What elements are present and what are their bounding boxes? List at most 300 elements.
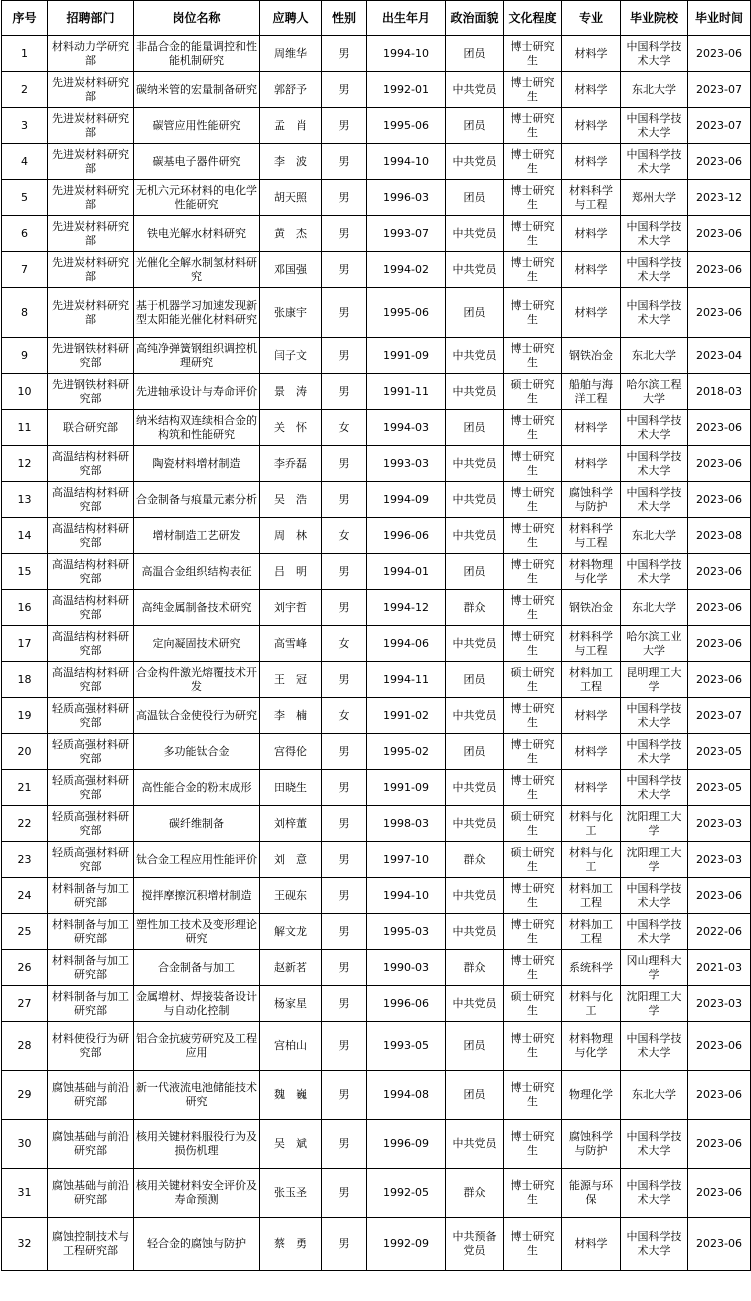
cell-political: 中共党员 [446,144,504,180]
cell-gender: 男 [322,590,367,626]
cell-department: 材料制备与加工研究部 [48,950,134,986]
cell-school: 中国科学技术大学 [621,446,688,482]
table-row [2,374,751,410]
cell-education: 博士研究生 [504,216,562,252]
cell-birth: 1995-03 [367,914,446,950]
cell-major: 材料加工工程 [562,878,621,914]
cell-index: 12 [2,446,48,482]
cell-education: 博士研究生 [504,180,562,216]
header-political: 政治面貌 [446,1,504,36]
cell-applicant: 黄 杰 [260,216,322,252]
cell-index: 21 [2,770,48,806]
cell-education: 博士研究生 [504,1120,562,1169]
cell-applicant: 魏 巍 [260,1071,322,1120]
cell-position: 多功能钛合金 [134,734,260,770]
cell-school: 中国科学技术大学 [621,1022,688,1071]
cell-political: 中共党员 [446,770,504,806]
cell-applicant: 刘梓董 [260,806,322,842]
table-row [2,950,751,986]
cell-graduation: 2023-03 [688,806,751,842]
cell-birth: 1990-03 [367,950,446,986]
cell-birth: 1997-10 [367,842,446,878]
cell-department: 材料制备与加工研究部 [48,878,134,914]
table-body [2,36,751,1271]
cell-position: 定向凝固技术研究 [134,626,260,662]
cell-school: 中国科学技术大学 [621,410,688,446]
cell-department: 先进炭材料研究部 [48,144,134,180]
cell-index: 3 [2,108,48,144]
cell-department: 高温结构材料研究部 [48,554,134,590]
cell-applicant: 刘 意 [260,842,322,878]
table-row [2,410,751,446]
cell-department: 材料制备与加工研究部 [48,914,134,950]
cell-major: 材料学 [562,144,621,180]
cell-education: 博士研究生 [504,1022,562,1071]
cell-graduation: 2018-03 [688,374,751,410]
cell-index: 26 [2,950,48,986]
cell-applicant: 景 涛 [260,374,322,410]
cell-graduation: 2023-03 [688,842,751,878]
cell-major: 材料学 [562,36,621,72]
cell-position: 陶瓷材料增材制造 [134,446,260,482]
cell-department: 先进炭材料研究部 [48,72,134,108]
cell-applicant: 周维华 [260,36,322,72]
cell-school: 中国科学技术大学 [621,36,688,72]
cell-birth: 1991-09 [367,770,446,806]
cell-graduation: 2023-07 [688,698,751,734]
cell-birth: 1993-05 [367,1022,446,1071]
cell-graduation: 2023-07 [688,108,751,144]
table-row [2,72,751,108]
cell-index: 24 [2,878,48,914]
cell-birth: 1995-06 [367,288,446,338]
cell-applicant: 胡天照 [260,180,322,216]
cell-gender: 男 [322,72,367,108]
cell-political: 中共党员 [446,338,504,374]
cell-gender: 男 [322,216,367,252]
table-row [2,482,751,518]
cell-major: 能源与环保 [562,1169,621,1218]
cell-index: 19 [2,698,48,734]
cell-graduation: 2023-06 [688,144,751,180]
cell-political: 中共党员 [446,72,504,108]
cell-graduation: 2023-06 [688,590,751,626]
cell-political: 团员 [446,662,504,698]
cell-birth: 1996-06 [367,518,446,554]
cell-birth: 1993-03 [367,446,446,482]
cell-position: 核用关键材料安全评价及寿命预测 [134,1169,260,1218]
cell-department: 材料动力学研究部 [48,36,134,72]
cell-graduation: 2023-05 [688,734,751,770]
cell-gender: 男 [322,554,367,590]
cell-gender: 女 [322,518,367,554]
cell-graduation: 2023-04 [688,338,751,374]
cell-department: 先进钢铁材料研究部 [48,338,134,374]
cell-gender: 男 [322,252,367,288]
cell-position: 光催化全解水制氢材料研究 [134,252,260,288]
cell-major: 材料物理与化学 [562,1022,621,1071]
cell-birth: 1994-12 [367,590,446,626]
cell-gender: 男 [322,878,367,914]
cell-education: 硕士研究生 [504,374,562,410]
cell-school: 中国科学技术大学 [621,1120,688,1169]
cell-graduation: 2023-06 [688,216,751,252]
cell-position: 高纯净弹簧钢组织调控机理研究 [134,338,260,374]
cell-gender: 女 [322,626,367,662]
cell-major: 材料学 [562,252,621,288]
cell-political: 中共党员 [446,698,504,734]
table-row [2,698,751,734]
cell-index: 15 [2,554,48,590]
table-row [2,180,751,216]
cell-department: 腐蚀基础与前沿研究部 [48,1120,134,1169]
cell-political: 中共党员 [446,446,504,482]
cell-major: 材料学 [562,734,621,770]
cell-school: 东北大学 [621,1071,688,1120]
cell-position: 基于机器学习加速发现新型太阳能光催化材料研究 [134,288,260,338]
table-row [2,288,751,338]
cell-position: 增材制造工艺研发 [134,518,260,554]
cell-education: 博士研究生 [504,1169,562,1218]
cell-position: 高纯金属制备技术研究 [134,590,260,626]
applicant-table [1,0,751,1271]
table-row [2,518,751,554]
table-row [2,338,751,374]
cell-gender: 男 [322,1120,367,1169]
cell-birth: 1991-11 [367,374,446,410]
cell-school: 沈阳理工大学 [621,806,688,842]
cell-department: 先进钢铁材料研究部 [48,374,134,410]
cell-graduation: 2023-06 [688,626,751,662]
cell-index: 17 [2,626,48,662]
cell-gender: 男 [322,734,367,770]
cell-birth: 1992-01 [367,72,446,108]
cell-political: 团员 [446,288,504,338]
cell-major: 材料与化工 [562,806,621,842]
cell-index: 13 [2,482,48,518]
cell-department: 轻质高强材料研究部 [48,842,134,878]
cell-school: 中国科学技术大学 [621,108,688,144]
cell-position: 钛合金工程应用性能评价 [134,842,260,878]
cell-applicant: 吴 斌 [260,1120,322,1169]
cell-school: 中国科学技术大学 [621,734,688,770]
cell-position: 碳管应用性能研究 [134,108,260,144]
cell-applicant: 宫柏山 [260,1022,322,1071]
cell-birth: 1995-06 [367,108,446,144]
cell-major: 腐蚀科学与防护 [562,482,621,518]
cell-position: 高性能合金的粉末成形 [134,770,260,806]
cell-birth: 1991-09 [367,338,446,374]
cell-applicant: 赵新茗 [260,950,322,986]
cell-major: 船舶与海洋工程 [562,374,621,410]
cell-major: 腐蚀科学与防护 [562,1120,621,1169]
cell-education: 博士研究生 [504,734,562,770]
header-major: 专业 [562,1,621,36]
cell-major: 材料科学与工程 [562,626,621,662]
header-applicant: 应聘人 [260,1,322,36]
table-row [2,1169,751,1218]
header-row [2,1,751,36]
cell-school: 郑州大学 [621,180,688,216]
cell-political: 中共党员 [446,482,504,518]
cell-school: 中国科学技术大学 [621,482,688,518]
cell-applicant: 吴 浩 [260,482,322,518]
cell-applicant: 宫得伦 [260,734,322,770]
cell-school: 中国科学技术大学 [621,1218,688,1271]
cell-graduation: 2023-06 [688,1120,751,1169]
cell-political: 团员 [446,108,504,144]
header-education: 文化程度 [504,1,562,36]
cell-birth: 1994-03 [367,410,446,446]
cell-gender: 男 [322,482,367,518]
cell-index: 4 [2,144,48,180]
cell-major: 材料学 [562,698,621,734]
cell-department: 先进炭材料研究部 [48,288,134,338]
cell-major: 材料与化工 [562,986,621,1022]
cell-applicant: 吕 明 [260,554,322,590]
table-row [2,1071,751,1120]
cell-school: 中国科学技术大学 [621,252,688,288]
table-row [2,216,751,252]
table-row [2,914,751,950]
cell-school: 哈尔滨工业大学 [621,626,688,662]
cell-index: 9 [2,338,48,374]
cell-major: 材料学 [562,288,621,338]
cell-political: 中共党员 [446,374,504,410]
table-row [2,108,751,144]
cell-applicant: 解文龙 [260,914,322,950]
cell-school: 中国科学技术大学 [621,288,688,338]
cell-gender: 男 [322,144,367,180]
cell-school: 沈阳理工大学 [621,842,688,878]
cell-political: 群众 [446,842,504,878]
cell-index: 14 [2,518,48,554]
cell-birth: 1994-10 [367,36,446,72]
table-row [2,878,751,914]
header-position: 岗位名称 [134,1,260,36]
cell-major: 材料学 [562,410,621,446]
cell-political: 中共预备党员 [446,1218,504,1271]
cell-graduation: 2023-06 [688,36,751,72]
cell-department: 高温结构材料研究部 [48,482,134,518]
cell-education: 硕士研究生 [504,806,562,842]
cell-department: 腐蚀基础与前沿研究部 [48,1169,134,1218]
cell-applicant: 周 林 [260,518,322,554]
cell-index: 16 [2,590,48,626]
cell-applicant: 邓国强 [260,252,322,288]
cell-index: 1 [2,36,48,72]
cell-school: 中国科学技术大学 [621,878,688,914]
table-row [2,1022,751,1071]
cell-department: 材料制备与加工研究部 [48,986,134,1022]
cell-graduation: 2023-06 [688,252,751,288]
cell-birth: 1996-09 [367,1120,446,1169]
cell-graduation: 2021-03 [688,950,751,986]
cell-political: 团员 [446,180,504,216]
cell-school: 中国科学技术大学 [621,770,688,806]
cell-department: 高温结构材料研究部 [48,518,134,554]
cell-applicant: 高雪峰 [260,626,322,662]
cell-department: 轻质高强材料研究部 [48,698,134,734]
cell-birth: 1994-11 [367,662,446,698]
cell-position: 铝合金抗疲劳研究及工程应用 [134,1022,260,1071]
cell-gender: 男 [322,1071,367,1120]
cell-education: 博士研究生 [504,914,562,950]
cell-gender: 男 [322,950,367,986]
header-index: 序号 [2,1,48,36]
cell-department: 高温结构材料研究部 [48,590,134,626]
header-school: 毕业院校 [621,1,688,36]
cell-birth: 1992-05 [367,1169,446,1218]
cell-applicant: 孟 肖 [260,108,322,144]
cell-school: 沈阳理工大学 [621,986,688,1022]
cell-position: 合金制备与加工 [134,950,260,986]
cell-applicant: 李 波 [260,144,322,180]
cell-major: 材料学 [562,770,621,806]
cell-graduation: 2023-06 [688,1169,751,1218]
cell-applicant: 关 怀 [260,410,322,446]
cell-position: 轻合金的腐蚀与防护 [134,1218,260,1271]
cell-index: 22 [2,806,48,842]
cell-political: 团员 [446,36,504,72]
cell-major: 材料与化工 [562,842,621,878]
cell-gender: 男 [322,914,367,950]
cell-education: 博士研究生 [504,950,562,986]
cell-birth: 1992-09 [367,1218,446,1271]
cell-education: 博士研究生 [504,518,562,554]
cell-index: 29 [2,1071,48,1120]
cell-political: 中共党员 [446,914,504,950]
cell-major: 钢铁冶金 [562,590,621,626]
cell-gender: 男 [322,1022,367,1071]
cell-education: 博士研究生 [504,590,562,626]
cell-education: 博士研究生 [504,770,562,806]
cell-school: 中国科学技术大学 [621,554,688,590]
cell-birth: 1995-02 [367,734,446,770]
cell-graduation: 2023-06 [688,878,751,914]
cell-index: 8 [2,288,48,338]
cell-education: 硕士研究生 [504,986,562,1022]
cell-political: 中共党员 [446,252,504,288]
cell-applicant: 王砚东 [260,878,322,914]
cell-position: 搅拌摩擦沉积增材制造 [134,878,260,914]
cell-birth: 1994-10 [367,878,446,914]
cell-graduation: 2023-07 [688,72,751,108]
table-row [2,446,751,482]
cell-birth: 1994-08 [367,1071,446,1120]
cell-graduation: 2023-06 [688,554,751,590]
cell-major: 材料加工工程 [562,662,621,698]
cell-position: 无机六元环材料的电化学性能研究 [134,180,260,216]
cell-department: 先进炭材料研究部 [48,216,134,252]
cell-graduation: 2023-08 [688,518,751,554]
cell-school: 哈尔滨工程大学 [621,374,688,410]
cell-index: 31 [2,1169,48,1218]
cell-position: 先进轴承设计与寿命评价 [134,374,260,410]
table-row [2,806,751,842]
cell-birth: 1993-07 [367,216,446,252]
cell-index: 20 [2,734,48,770]
cell-gender: 女 [322,410,367,446]
cell-graduation: 2023-06 [688,1071,751,1120]
cell-graduation: 2023-06 [688,662,751,698]
cell-applicant: 张康宇 [260,288,322,338]
cell-gender: 女 [322,698,367,734]
cell-index: 27 [2,986,48,1022]
cell-school: 中国科学技术大学 [621,216,688,252]
cell-school: 中国科学技术大学 [621,914,688,950]
cell-position: 高温合金组织结构表征 [134,554,260,590]
cell-department: 先进炭材料研究部 [48,252,134,288]
cell-school: 中国科学技术大学 [621,698,688,734]
cell-education: 博士研究生 [504,554,562,590]
table-row [2,1218,751,1271]
cell-index: 23 [2,842,48,878]
cell-applicant: 郭舒予 [260,72,322,108]
cell-index: 10 [2,374,48,410]
cell-major: 材料学 [562,108,621,144]
cell-applicant: 张玉圣 [260,1169,322,1218]
cell-department: 腐蚀控制技术与工程研究部 [48,1218,134,1271]
cell-graduation: 2023-06 [688,482,751,518]
cell-applicant: 李乔磊 [260,446,322,482]
table-row [2,662,751,698]
cell-graduation: 2023-06 [688,1218,751,1271]
cell-gender: 男 [322,338,367,374]
cell-education: 博士研究生 [504,338,562,374]
cell-political: 群众 [446,1169,504,1218]
cell-gender: 男 [322,662,367,698]
header-department: 招聘部门 [48,1,134,36]
cell-department: 高温结构材料研究部 [48,626,134,662]
cell-school: 中国科学技术大学 [621,1169,688,1218]
cell-position: 合金构件激光熔覆技术开发 [134,662,260,698]
cell-graduation: 2023-05 [688,770,751,806]
cell-department: 高温结构材料研究部 [48,662,134,698]
cell-index: 25 [2,914,48,950]
cell-graduation: 2022-06 [688,914,751,950]
cell-index: 28 [2,1022,48,1071]
cell-education: 博士研究生 [504,482,562,518]
cell-political: 中共党员 [446,518,504,554]
cell-major: 系统科学 [562,950,621,986]
cell-gender: 男 [322,108,367,144]
cell-education: 博士研究生 [504,108,562,144]
cell-applicant: 蔡 勇 [260,1218,322,1271]
cell-major: 钢铁冶金 [562,338,621,374]
cell-birth: 1996-03 [367,180,446,216]
cell-major: 物理化学 [562,1071,621,1120]
cell-gender: 男 [322,288,367,338]
cell-major: 材料学 [562,1218,621,1271]
header-graduation: 毕业时间 [688,1,751,36]
cell-education: 博士研究生 [504,1218,562,1271]
table-row [2,252,751,288]
cell-major: 材料学 [562,446,621,482]
cell-birth: 1994-01 [367,554,446,590]
cell-education: 博士研究生 [504,446,562,482]
cell-gender: 男 [322,1218,367,1271]
cell-applicant: 田晓生 [260,770,322,806]
cell-graduation: 2023-06 [688,446,751,482]
cell-political: 团员 [446,554,504,590]
table-row [2,144,751,180]
cell-political: 中共党员 [446,878,504,914]
header-gender: 性别 [322,1,367,36]
cell-gender: 男 [322,1169,367,1218]
header-birth: 出生年月 [367,1,446,36]
cell-position: 非晶合金的能量调控和性能机制研究 [134,36,260,72]
